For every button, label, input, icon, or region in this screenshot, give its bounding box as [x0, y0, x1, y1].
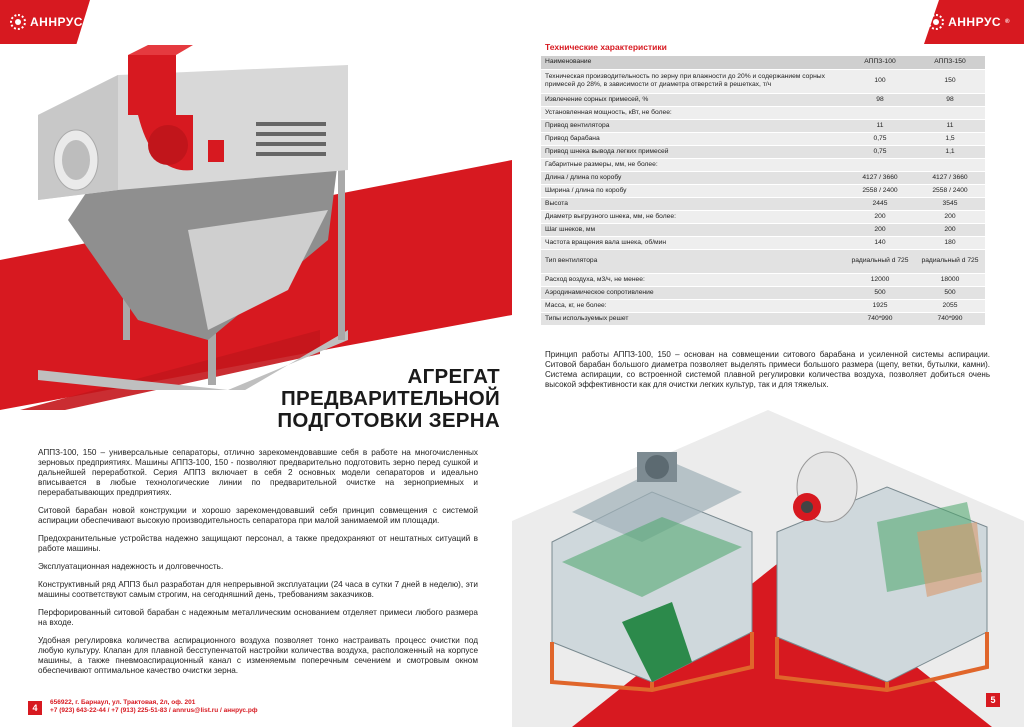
- table-cell-value: 12000: [845, 273, 915, 286]
- footer-contacts: [50, 699, 258, 715]
- table-cell-name: Высота: [541, 197, 845, 210]
- table-row: [541, 249, 985, 273]
- table-cell-name: Диаметр выгрузного шнека, мм, не более:: [541, 210, 845, 223]
- title-line-1: АГРЕГАТ: [407, 365, 500, 388]
- description-text: [38, 448, 478, 684]
- paragraph: Ситовой барабан новой конструкции и хорошо зарекомендовавший себя принцип совмещения с системой аспирации обеспечивают высокую производительность сепаратора при малой занимаемой им площади.: [38, 506, 478, 525]
- cad-diagram-front: [542, 432, 762, 692]
- table-cell-value: 200: [845, 210, 915, 223]
- table-cell-name: Установленная мощность, кВт, не более:: [541, 106, 845, 119]
- table-cell-name: Расход воздуха, м3/ч, не менее:: [541, 273, 845, 286]
- table-header-row: [541, 56, 985, 69]
- table-row: [541, 171, 985, 184]
- table-cell-name: Масса, кг, не более:: [541, 299, 845, 312]
- table-cell-value: 740*990: [845, 312, 915, 325]
- title-line-2: ПРЕДВАРИТЕЛЬНОЙ: [281, 387, 500, 410]
- table-row: [541, 210, 985, 223]
- table-cell-value: 1925: [845, 299, 915, 312]
- table-cell-value: 140: [845, 236, 915, 249]
- table-cell-name: Привод шнека вывода легких примесей: [541, 145, 845, 158]
- table-cell-name: Тип вентилятора: [541, 249, 845, 273]
- table-row: [541, 145, 985, 158]
- table-row: [541, 236, 985, 249]
- table-cell-value: АППЗ-150: [915, 56, 985, 69]
- table-cell-value: [845, 158, 915, 171]
- table-cell-name: Привод вентилятора: [541, 119, 845, 132]
- table-cell-value: 740*990: [915, 312, 985, 325]
- table-cell-name: Наименование: [541, 56, 845, 69]
- table-cell-value: АППЗ-100: [845, 56, 915, 69]
- product-title: [250, 366, 500, 432]
- table-cell-value: 98: [845, 93, 915, 106]
- table-cell-name: Частота вращения вала шнека, об/мин: [541, 236, 845, 249]
- table-cell-name: Ширина / длина по коробу: [541, 184, 845, 197]
- table-row: [541, 158, 985, 171]
- paragraph: Предохранительные устройства надежно защищают персонал, а также предохраняют от нештатных ситуаций в работе машины.: [38, 534, 478, 553]
- table-row: [541, 223, 985, 236]
- brand-logo: [928, 14, 1010, 30]
- separator-machine-photo: [28, 40, 358, 390]
- footer: [28, 699, 258, 715]
- table-cell-value: 1,5: [915, 132, 985, 145]
- table-row: [541, 106, 985, 119]
- table-row: [541, 197, 985, 210]
- gear-icon: [928, 14, 944, 30]
- table-cell-name: Шаг шнеков, мм: [541, 223, 845, 236]
- brand-logo: [10, 14, 92, 30]
- paragraph: Эксплуатационная надежность и долговечность.: [38, 562, 224, 571]
- table-row: [541, 69, 985, 93]
- table-cell-value: 2558 / 2400: [845, 184, 915, 197]
- specs-table: [541, 56, 985, 326]
- table-cell-value: 4127 / 3660: [845, 171, 915, 184]
- registered-mark: ®: [1005, 19, 1010, 25]
- table-cell-name: Привод барабана: [541, 132, 845, 145]
- table-cell-name: Аэродинамическое сопротивление: [541, 286, 845, 299]
- table-cell-value: [915, 106, 985, 119]
- table-row: [541, 132, 985, 145]
- table-row: [541, 184, 985, 197]
- table-cell-value: 0,75: [845, 132, 915, 145]
- table-cell-value: [915, 158, 985, 171]
- table-cell-value: радиальный d 725: [915, 249, 985, 273]
- footer-contact-line: +7 (923) 643-22-44 / +7 (913) 225-51-83 / annrus@list.ru / аннрус.рф: [50, 707, 258, 714]
- specs-title: Технические характеристики: [545, 42, 667, 52]
- paragraph: Удобная регулировка количества аспирационного воздуха позволяет тонко настраивать процесс очистки под любую культуру. Клапан для плавной бесступенчатой настройки количества воздуха, расположенный на корпусе машины, а также пневмоаспирационный канал с изменяемым поперечным сечением и смотровым окном обеспечивают оптимальное качество очистки зерна.: [38, 636, 478, 675]
- table-row: [541, 299, 985, 312]
- table-cell-name: Техническая производительность по зерну при влажности до 20% и содержанием сорных примесей до 28%, в зависимости от диаметра отверстий в решетках, т/ч: [541, 69, 845, 93]
- page-number: 5: [986, 693, 1000, 707]
- table-cell-value: 1,1: [915, 145, 985, 158]
- table-cell-value: 3545: [915, 197, 985, 210]
- table-cell-value: радиальный d 725: [845, 249, 915, 273]
- cad-diagram-rear: [767, 432, 997, 692]
- paragraph: Конструктивный ряд АППЗ был разработан для непрерывной эксплуатации (24 часа в сутки 7 дней в неделю), эти машины соответствуют самым строгим, на сегодняшний день, требованиям заказчиков.: [38, 580, 478, 599]
- table-cell-value: 180: [915, 236, 985, 249]
- table-row: [541, 273, 985, 286]
- table-cell-value: 2558 / 2400: [915, 184, 985, 197]
- gear-icon: [10, 14, 26, 30]
- table-cell-value: 18000: [915, 273, 985, 286]
- table-row: [541, 119, 985, 132]
- table-cell-value: 150: [915, 69, 985, 93]
- table-row: [541, 286, 985, 299]
- brand-name: АННРУС: [948, 15, 1002, 29]
- table-cell-value: 0,75: [845, 145, 915, 158]
- table-cell-value: 4127 / 3660: [915, 171, 985, 184]
- table-cell-value: 500: [915, 286, 985, 299]
- registered-mark: ®: [86, 19, 92, 25]
- table-cell-name: Длина / длина по коробу: [541, 171, 845, 184]
- principle-text: Принцип работы АППЗ-100, 150 – основан на совмещении ситового барабана и усиленной системы аспирации. Ситовой барабан большого диаметра позволяет выделять примеси большого размера (щепу, ветки, бутылки, камни). Система аспирации, со встроенной системой плавной регулировки количества воздуха, позволяет добиться очень высокой эффективности как для очистки легких культур, так и для тяжелых.: [545, 350, 990, 389]
- table-cell-name: Габаритные размеры, мм, не более:: [541, 158, 845, 171]
- table-cell-value: 200: [915, 210, 985, 223]
- table-cell-value: 2445: [845, 197, 915, 210]
- footer-address: 656922, г. Барнаул, ул. Трактовая, 2л, оф. 201: [50, 699, 196, 706]
- table-cell-value: 200: [845, 223, 915, 236]
- page-number: 4: [28, 701, 42, 715]
- table-cell-name: Типы используемых решет: [541, 312, 845, 325]
- table-cell-name: Извлечение сорных примесей, %: [541, 93, 845, 106]
- table-cell-value: 200: [915, 223, 985, 236]
- right-page: [512, 0, 1024, 727]
- table-cell-value: 11: [845, 119, 915, 132]
- table-cell-value: 98: [915, 93, 985, 106]
- table-row: [541, 93, 985, 106]
- table-cell-value: 11: [915, 119, 985, 132]
- table-cell-value: 500: [845, 286, 915, 299]
- table-cell-value: 2055: [915, 299, 985, 312]
- paragraph: Перфорированный ситовой барабан с надежным металлическим основанием отделяет примеси любого размера на входе.: [38, 608, 478, 627]
- brand-name: АННРУС: [30, 15, 83, 29]
- paragraph: АППЗ-100, 150 – универсальные сепараторы, отлично зарекомендовавшие себя в работе на многочисленных зерновых предприятиях. Машины АППЗ-100, 150 - позволяют предварительно подготовить зерно перед сушкой и дальнейшей переработкой. Серия АППЗ включает в себя 2 основных модели сепараторов и идеально вписывается в любые технологические линии по предварительной очистке на зерноприемных и перерабатывающих предприятиях.: [38, 448, 478, 497]
- table-cell-value: 100: [845, 69, 915, 93]
- table-cell-value: [845, 106, 915, 119]
- table-row: [541, 312, 985, 325]
- title-line-3: ПОДГОТОВКИ ЗЕРНА: [277, 409, 500, 432]
